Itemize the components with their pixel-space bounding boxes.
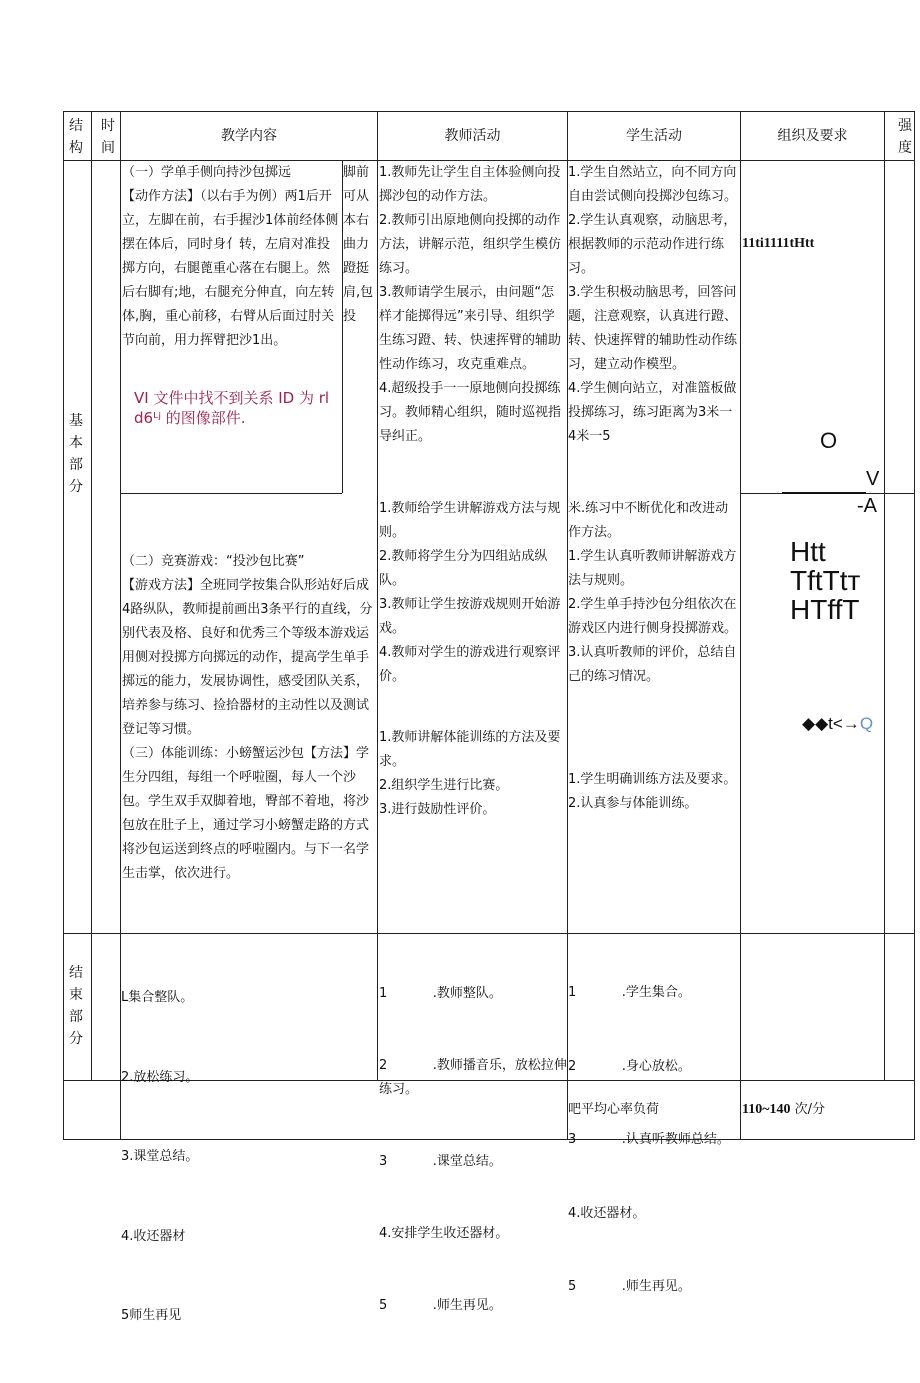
- ending-content-item: 5师生再见: [121, 1308, 182, 1323]
- ending-content-item: 4.收还器材: [121, 1228, 186, 1244]
- col-divider-org: [884, 111, 885, 1080]
- teacher-activity-game: 1.教师给学生讲解游戏方法与规则。 2.教师将学生分为四组站成纵队。 3.教师让学生按游戏规则开始游戏。 4.教师对学生的游戏进行观察评价。: [379, 501, 561, 684]
- org-v-mark: V: [866, 468, 880, 490]
- ending-student-item: 3 .认真听教师总结。: [568, 1132, 730, 1147]
- teacher-activity-throwing: 1.教师先让学生自主体验侧向投掷沙包的动作方法。 2.教师引出原地侧向投掷的动作方法，讲解示范，组织学生模仿练习。 3.教师请学生展示，由问题“怎样才能掷得远”来引导、组织学生练习蹬、转、快速挥臂的辅助性动作练习，攻克重难点。 4.超级投手一一原地侧向投掷练习。教师精心组织，随时巡视指导纠正。: [379, 165, 562, 444]
- org-underline: [782, 492, 866, 494]
- ending-teacher-item: 3 .课堂总结。: [379, 1154, 502, 1169]
- col-divider-student: [740, 111, 741, 1140]
- ending-student-item: 5 .师生再见。: [568, 1279, 691, 1294]
- ending-teacher-item: 2 .教师播音乐，放松拉伸练习。: [379, 1058, 567, 1097]
- org-fitness-arrows: ◆◆t<→: [802, 714, 860, 733]
- header-structure: 结构: [69, 118, 83, 156]
- content-throwing-side-text: 脚前可从本右曲力蹬挺肩,包投: [343, 165, 374, 324]
- col-divider-structure: [91, 111, 92, 1080]
- ending-content-item: 3.课堂总结。: [121, 1149, 199, 1164]
- student-activity-game: 1.学生认真听教师讲解游戏方法与规则。 2.学生单手持沙包分组依次在游戏区内进行侧身投掷游戏。 3.认真听教师的评价，总结自己的练习情况。: [568, 549, 738, 684]
- table-border-top: [63, 111, 914, 112]
- heart-rate-value: [742, 1098, 914, 1122]
- basic-content-divider: [120, 493, 342, 494]
- header-time: 时间: [101, 118, 115, 156]
- ending-content-item: L集合整队。: [121, 990, 194, 1005]
- header-teacher: 教师活动: [444, 128, 501, 144]
- ending-teacher-item: 1 .教师整队。: [379, 986, 502, 1001]
- ending-student-item: 4.收还器材。: [568, 1205, 646, 1221]
- heart-rate-label: 吧平均心率负荷: [568, 1102, 660, 1117]
- ending-content-list: [121, 932, 376, 1383]
- org-formation-text: 11ti1111tHtt: [742, 236, 815, 251]
- org-circle-mark: O: [820, 428, 838, 453]
- header-student: 学生活动: [626, 128, 682, 144]
- org-game-formation-2: TftTtт: [790, 565, 861, 596]
- org-fitness-diagram: [802, 714, 873, 734]
- table-border-right: [914, 111, 915, 1140]
- org-fitness-q: Q: [859, 714, 874, 733]
- ending-student-list: [568, 932, 739, 1349]
- header-org: 组织及要求: [777, 128, 848, 144]
- student-activity-throwing: 1.学生自然站立，向不同方向自由尝试侧向投掷沙包练习。 2.学生认真观察，动脑思考，根据教师的示范动作进行练习。 3.学生积极动脑思考，回答问题，注意观察，认真进行蹬、转、快速挥臂的辅助性动作练习，建立动作模型。 4.学生侧向站立，对准篮板做投掷练习，练习距离为3米一4米一5: [568, 165, 738, 444]
- content-throwing-method: （一）学单手侧向持沙包掷远 【动作方法】（以右手为例）两1后开立，左脚在前，右手握沙1体前经体侧摆在体后，同时身亻转，左肩对准投掷方向，右腿蓖重心落在右腿上。然后右脚有;地，右腿充分伸直，向左转体,胸，重心前移，右臂从后面过肘关节向前，用力挥臂把沙1出。: [122, 165, 339, 348]
- heart-rate-unit: 次/分: [794, 1102, 826, 1117]
- ending-teacher-item: 4.安排学生收还器材。: [379, 1226, 509, 1241]
- teacher-activity-fitness: 1.教师讲解体能训练的方法及要求。 2.组织学生进行比赛。 3.进行鼓励性评价。: [379, 730, 561, 817]
- ending-student-item: 2 .身心放松。: [568, 1058, 691, 1074]
- student-activity-fitness: 1.学生明确训练方法及要求。 2.认真参与体能训练。: [568, 772, 737, 811]
- missing-image-notice: VI 文件中找不到关系 ID 为 rld6ᴸʲ 的图像部件.: [134, 389, 330, 427]
- ending-teacher-item: 5 .师生再见。: [379, 1298, 502, 1313]
- heart-rate-number: 110~140: [742, 1102, 791, 1117]
- col-divider-content: [377, 111, 378, 1080]
- org-a-mark: -A: [857, 495, 877, 517]
- ending-student-item: 1 .学生集合。: [568, 985, 691, 1000]
- org-game-formation-1: Htt: [790, 536, 826, 567]
- basic-section-label: 基本部分: [69, 413, 83, 495]
- org-game-formation-3: HTffT: [790, 594, 860, 625]
- ending-content-item: 2.放松练习。: [121, 1069, 199, 1085]
- student-activity-throwing-tail: 米.练习中不断优化和改进动作方法。: [568, 501, 729, 540]
- ending-section-label: 结束部分: [69, 965, 83, 1047]
- ending-teacher-list: [379, 934, 567, 1366]
- content-game-and-fitness: （二）竞赛游戏：“投沙包比赛” 【游戏方法】全班同学按集合队形站好后成4路纵队，教师提前画出3条平行的直线，分别代表及格、良好和优秀三个等级本游戏运用侧对投掷方向掷远的动作，提高学生单手掷远的能力，发展协调性，感受团队关系，培养参与练习、捡拾器材的主动性以及测试登记等习惯。 （三）体能训练：小螃蟹运沙包【方法】学生分四组，每组一个呼啦圈，每人一个沙包。学生双手双脚着地，臀部不着地，将沙包放在肚子上，通过学习小螃蟹走路的方式将沙包运送到终点的呼啦圈内。与下一名学生击掌，依次进行。: [122, 554, 373, 881]
- header-content: 教学内容: [221, 128, 277, 144]
- header-intensity: 强度: [898, 118, 912, 156]
